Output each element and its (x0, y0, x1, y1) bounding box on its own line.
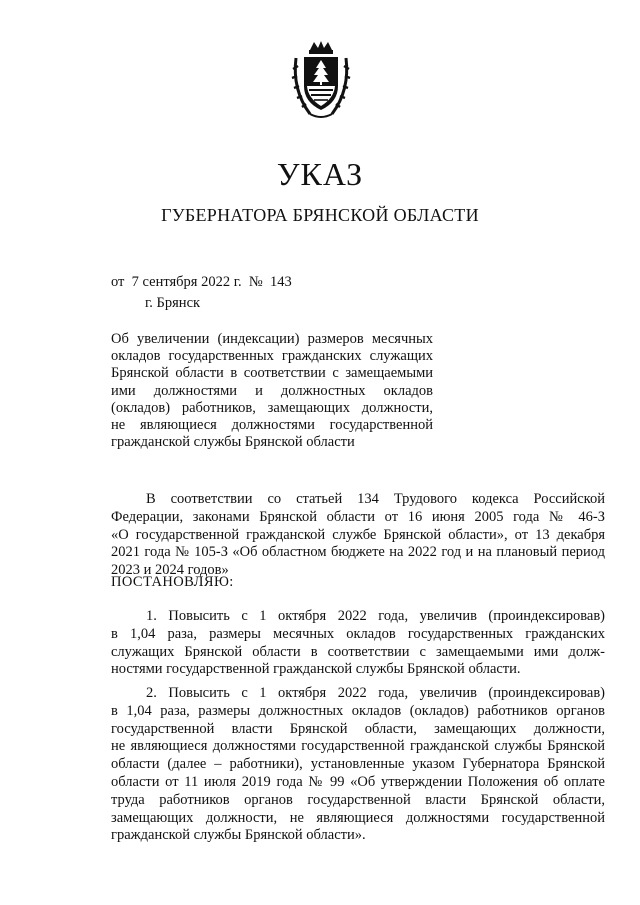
clause-1 (111, 608, 605, 679)
document-date: 7 сентября 2022 г. (131, 274, 242, 290)
document-city: г. Брянск (145, 295, 201, 311)
paragraph-line: области от 11 июля 2019 года № 99 «Об утверждении Положения об оплате (111, 773, 605, 790)
paragraph-line: в 1,04 раза, размеры месячных окладов государственных гражданских (111, 625, 605, 642)
paragraph-line: 2. Повысить с 1 октября 2022 года, увеличив (проиндексировав) (146, 685, 605, 701)
heading-line: (окладов) работников, замещающих должности, (111, 399, 433, 416)
document-number: 143 (269, 274, 292, 290)
paragraph-line: 2021 года № 105-З «Об областном бюджете на 2022 год и на плановый период (111, 544, 605, 561)
paragraph-line: области (далее – работники), установленные указом Губернатора Брянской (111, 756, 605, 773)
paragraph-line: труда работников органов государственной власти Брянской области, (111, 791, 605, 808)
number-sign: № (248, 274, 263, 290)
document-heading (111, 331, 433, 451)
paragraph-line: ностями государственной гражданской службы Брянской области. (111, 661, 521, 678)
date-prefix: от (111, 274, 125, 290)
paragraph-line: в 1,04 раза, размеры должностных окладов (окладов) работников органов (111, 702, 605, 719)
paragraph-line: не являющиеся должностями государственной гражданской службы Брянской (111, 738, 605, 755)
date-line (111, 274, 292, 291)
document-title: УКАЗ (276, 156, 364, 192)
paragraph-line: Федерации, законами Брянской области от 16 июня 2005 года № 46-З (111, 508, 605, 525)
paragraph-line: «О государственной гражданской службе Брянской области», от 13 декабря (111, 526, 605, 543)
coat-of-arms-emblem (290, 40, 352, 122)
heading-line: гражданской службы Брянской области (111, 434, 355, 451)
document-subtitle: ГУБЕРНАТОРА БРЯНСКОЙ ОБЛАСТИ (161, 205, 479, 225)
resolve-label: ПОСТАНОВЛЯЮ: (111, 574, 234, 590)
paragraph-line: 1. Повысить с 1 октября 2022 года, увеличив (проиндексировав) (146, 608, 605, 624)
heading-line: Брянской области в соответствии с замещаемыми (111, 365, 433, 382)
paragraph-line: служащих Брянской области в соответствии с замещаемыми ими долж- (111, 643, 605, 660)
paragraph-line: В соответствии со статьей 134 Трудового кодекса Российской (146, 491, 605, 507)
paragraph-line: 2023 и 2024 годов» (111, 562, 229, 579)
paragraph-line: гражданской службы Брянской области». (111, 827, 366, 844)
heading-line: не являющиеся должностями государственной (111, 417, 433, 434)
paragraph-line: замещающих должности, не являющиеся должностями государственной (111, 809, 605, 826)
heading-line: ими должностями и должностных окладов (111, 382, 433, 399)
paragraph-line: государственной власти Брянской области, замещающих должности, (111, 720, 605, 737)
heading-line: окладов государственных гражданских служащих (111, 348, 433, 365)
clause-2 (111, 685, 605, 845)
heading-line: Об увеличении (индексации) размеров месячных (111, 331, 433, 347)
preamble-paragraph (111, 491, 605, 580)
